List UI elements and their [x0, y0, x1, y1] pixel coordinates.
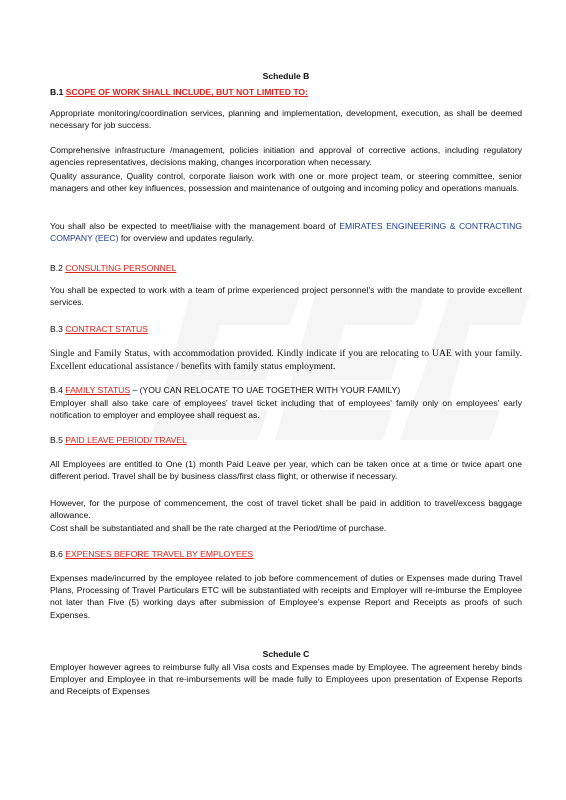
section-number: B.3: [50, 324, 63, 334]
section-b1-heading: [50, 86, 308, 98]
section-title: EXPENSES BEFORE TRAVEL BY EMPLOYEES: [65, 549, 254, 559]
b5-paragraph-3: Cost shall be substantiated and shall be the rate charged at the Period/time of purchase.: [50, 523, 387, 533]
b2-paragraph-1: You shall be expected to work with a team of prime experienced project personnel’s with the mandate to provide excellent services.: [50, 285, 522, 308]
b4-paragraph-1: Employer shall also take care of employees' travel ticket including that of employees' family only on employees' early notification to employer and employee shall request as.: [50, 398, 522, 421]
schedule-b-title: Schedule B: [262, 71, 310, 81]
section-number: B.4: [50, 385, 63, 395]
schedule-c-paragraph: Employer however agrees to reimburse fully all Visa costs and Expenses made by Employee. The agreement hereby binds Employer and Employee in that re-imbursements will be made fully to Employees upon presentation of Expense Reports and Receipts of Expenses: [50, 662, 522, 697]
b1-p4-text-before: You shall also be expected to meet/liaise with the management board of: [50, 221, 340, 231]
b5-paragraph-1: All Employees are entitled to One (1) month Paid Leave per year, which can be taken once at a time or twice apart one different period. Travel shall be by business class/first class flight, or otherwise if necessary.: [50, 459, 522, 482]
section-b3-heading: [50, 323, 148, 335]
section-title: FAMILY STATUS: [65, 385, 131, 395]
section-title: CONTRACT STATUS: [65, 324, 148, 334]
section-title: PAID LEAVE PERIOD/ TRAVEL: [65, 435, 187, 445]
b1-p4-text-after: for overview and updates regularly.: [118, 233, 254, 244]
b1-paragraph-2: Comprehensive infrastructure /management, policies initiation and approval of corrective actions, including regulatory agencies representatives, decisions making, changes incorporation when necessary.: [50, 145, 522, 168]
b1-paragraph-1: Appropriate monitoring/coordination services, planning and implementation, development, execution, as shall be deemed necessary for job success.: [50, 108, 522, 131]
section-number: B.5: [50, 435, 63, 445]
section-b4-heading: [50, 384, 400, 396]
company-name: EMIRATES ENGINEERING & CONTRACTING COMPANY (EEC): [50, 221, 522, 244]
section-title-suffix: – (YOU CAN RELOCATE TO UAE TOGETHER WITH YOUR FAMILY): [130, 385, 401, 395]
section-b6-heading: [50, 548, 253, 560]
section-number: B.2: [50, 263, 63, 273]
section-number: B.1: [50, 87, 64, 97]
section-b5-heading: [50, 434, 187, 446]
b5-paragraph-2: However, for the purpose of commencement, the cost of travel ticket shall be paid in addition to travel/excess baggage allowance.: [50, 498, 522, 521]
section-b2-heading: [50, 262, 176, 274]
section-title: SCOPE OF WORK SHALL INCLUDE, BUT NOT LIMITED TO:: [65, 87, 308, 97]
section-number: B.6: [50, 549, 63, 559]
section-title: CONSULTING PERSONNEL: [65, 263, 177, 273]
schedule-c-title: Schedule C: [262, 649, 310, 659]
b1-paragraph-3: Quality assurance, Quality control, corporate liaison work with one or more project team, or steering committee, senior managers and other key influences, possession and maintenance of outgoing and incoming policy and operations manuals.: [50, 171, 522, 194]
b3-paragraph-1: Single and Family Status, with accommodation provided. Kindly indicate if you are relocating to UAE with your family. Excellent educational assistance / benefits with family status employment.: [50, 348, 522, 372]
b6-paragraph-1: Expenses made/incurred by the employee related to job before commencement of duties or Expenses made during Travel Plans, Processing of Travel Particulars ETC will be substantiated with receipts and Employer will re-imburse the Employee not later than Five (5) working days after submission of Employee’s expense Report and Receipts as proofs of such Expenses.: [50, 573, 522, 620]
b1-paragraph-4: [50, 220, 522, 244]
